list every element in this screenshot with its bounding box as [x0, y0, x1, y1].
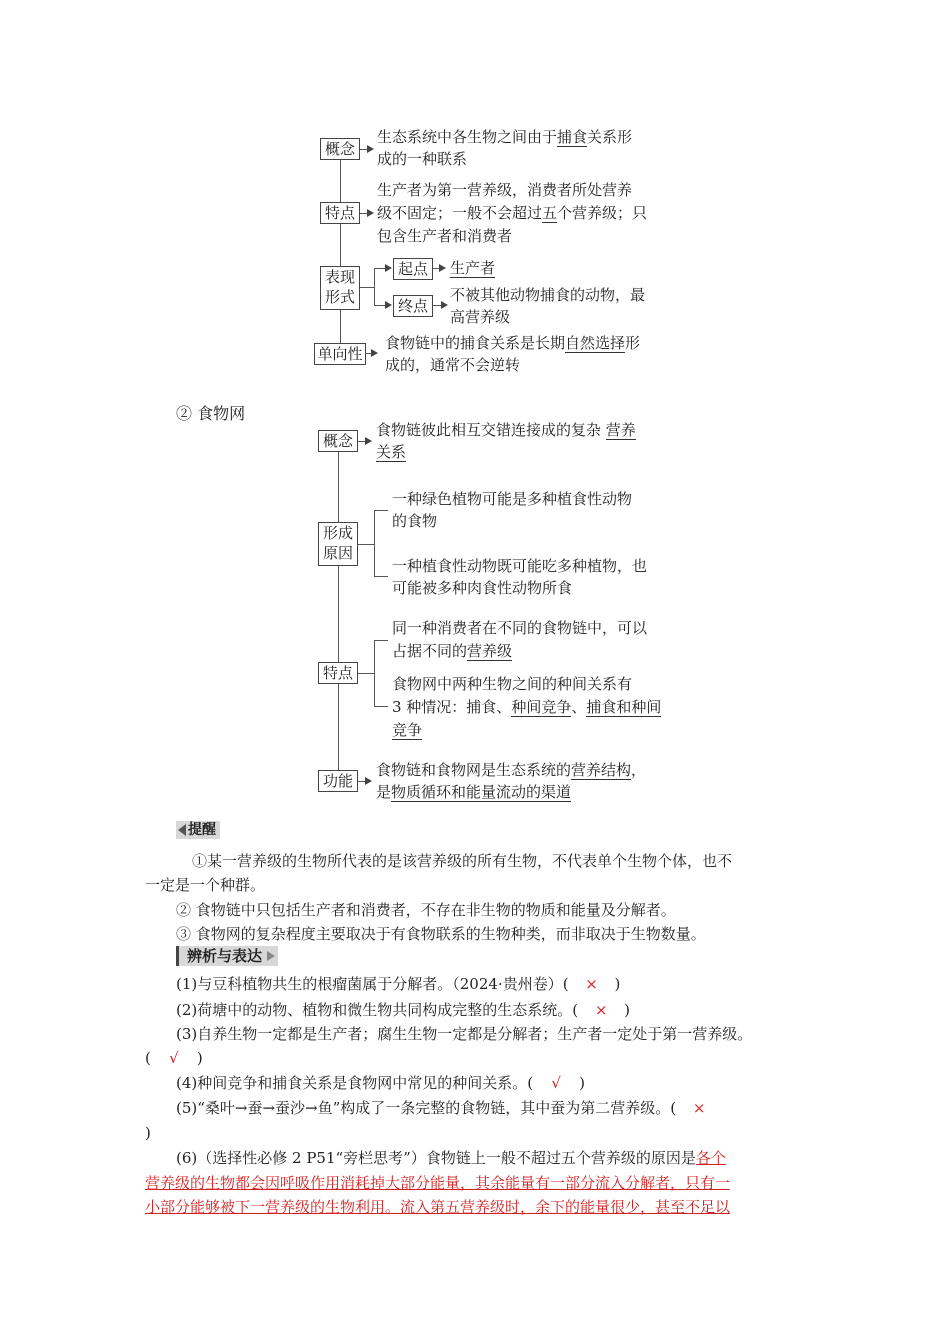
- answer-6-part-3: 小部分能够被下一营养级的生物利用。流入第五营养级时，余下的能量很少，甚至不足以: [145, 1198, 731, 1216]
- chain-end-text: 不被其他动物捕食的动物，最 高营养级: [450, 286, 646, 326]
- tip-1-line-2: 一定是一个种群。: [145, 876, 266, 894]
- chain-form-box: 表现 形式: [320, 266, 360, 310]
- web-cause-box: 形成 原因: [318, 522, 358, 566]
- question-6: (6)（选择性必修 2 P51“旁栏思考”）食物链上一般不超过五个营养级的原因是各个: [176, 1149, 726, 1167]
- food-web-heading: ② 食物网: [176, 404, 246, 423]
- question-3-answer: ( √ ): [145, 1046, 203, 1070]
- speaker-icon: [178, 824, 186, 836]
- tip-1-line-1: ①某一营养级的生物所代表的是该营养级的所有生物，不代表单个生物个体，也不: [192, 852, 733, 870]
- question-4: (4)种间竞争和捕食关系是食物网中常见的种间关系。( √ ): [176, 1071, 585, 1095]
- web-concept-text: 食物链彼此相互交错连接成的复杂 营养 关系: [376, 421, 636, 461]
- web-cause-item-1: 一种绿色植物可能是多种植食性动物 的食物: [392, 490, 633, 530]
- chain-direction-box: 单向性: [314, 343, 366, 365]
- chain-direction-text: 食物链中的捕食关系是长期自然选择形 成的，通常不会逆转: [385, 334, 641, 374]
- chain-start-box: 起点: [393, 258, 433, 280]
- web-feature-box: 特点: [318, 662, 358, 684]
- chain-feature-text: 生产者为第一营养级，消费者所处营养 级不固定；一般不会超过五个营养级；只 包含生产者和消费者: [377, 181, 648, 245]
- tip-3: ③ 食物网的复杂程度主要取决于有食物联系的生物种类，而非取决于生物数量。: [176, 925, 706, 943]
- web-concept-box: 概念: [318, 430, 358, 452]
- web-feature-item-1: 同一种消费者在不同的食物链中，可以 占据不同的营养级: [392, 619, 648, 660]
- question-1: (1)与豆科植物共生的根瘤菌属于分解者。（2024·贵州卷）( × ): [176, 972, 620, 996]
- answer-mark-3: √: [169, 1049, 179, 1067]
- question-3: (3)自养生物一定都是生产者；腐生生物一定都是分解者；生产者一定处于第一营养级。: [176, 1025, 753, 1043]
- web-function-box: 功能: [318, 770, 358, 792]
- flag-icon: [267, 951, 275, 961]
- web-feature-item-2: 食物网中两种生物之间的种间关系有 3 种情况：捕食、种间竞争、捕食和种间 竞争: [392, 675, 662, 739]
- answer-6-part-2: 营养级的生物都会因呼吸作用消耗掉大部分能量，其余能量有一部分流入分解者，只有一: [145, 1174, 731, 1192]
- answer-mark-4: √: [551, 1074, 561, 1092]
- chain-feature-box: 特点: [320, 202, 360, 224]
- answer-mark-1: ×: [585, 975, 598, 993]
- chain-start-value: 生产者: [450, 259, 496, 277]
- question-5: (5)“桑叶→蚕→蚕沙→鱼”构成了一条完整的食物链，其中蚕为第二营养级。( ×: [176, 1096, 722, 1120]
- tip-badge: 提醒: [176, 821, 220, 839]
- web-function-text: 食物链和食物网是生态系统的营养结构， 是物质循环和能量流动的渠道: [376, 761, 647, 801]
- chain-end-box: 终点: [393, 295, 433, 317]
- chain-concept-box: 概念: [320, 138, 360, 160]
- chain-concept-text: 生态系统中各生物之间由于捕食关系形 成的一种联系: [377, 128, 633, 168]
- answer-6-part-1: 各个: [695, 1149, 726, 1167]
- answer-mark-5: ×: [692, 1099, 706, 1117]
- section-badge: 辨析与表达: [176, 946, 278, 966]
- tip-2: ② 食物链中只包括生产者和消费者，不存在非生物的物质和能量及分解者。: [176, 901, 676, 919]
- answer-mark-2: ×: [594, 1001, 608, 1019]
- web-cause-item-2: 一种植食性动物既可能吃多种植物，也 可能被多种肉食性动物所食: [392, 557, 648, 597]
- question-5-close: ): [145, 1124, 151, 1142]
- question-2: (2)荷塘中的动物、植物和微生物共同构成完整的生态系统。( × ): [176, 998, 630, 1022]
